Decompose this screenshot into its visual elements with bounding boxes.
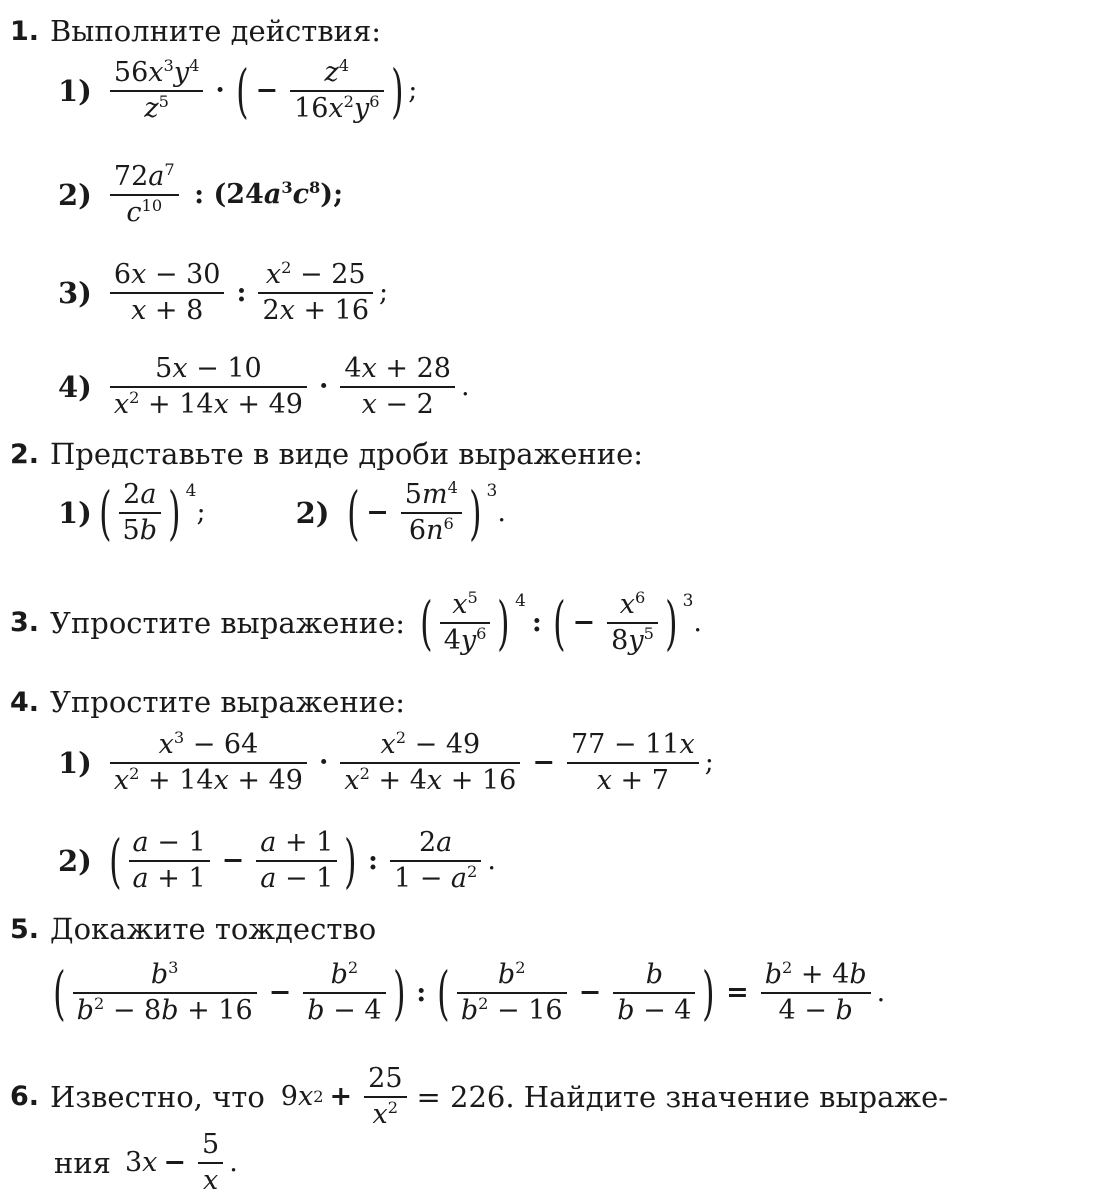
task6-row2 xyxy=(54,1128,238,1198)
task-heading: Упростите выражение: xyxy=(50,685,406,719)
task-number: 5. xyxy=(10,913,40,945)
task-number: 2. xyxy=(10,438,40,470)
math-expression: ( $\frac{2a}{5b}$ ) $^4$ ; xyxy=(99,478,206,547)
math-expression: $\frac{x^3 - 64}{x^2 + 14x + 49}$ · $\frac{x^2 - 49}{x^2 + 4x + 16}$ − $\frac{77 - 11x}{x + 7}$ ; xyxy=(104,728,714,798)
item-label: 2) xyxy=(295,495,330,530)
math-expression: ( $\frac{a - 1}{a + 1}$ − $\frac{a + 1}{a - 1}$ ) : $\frac{2a}{1 - a^2}$ . xyxy=(109,826,496,895)
item-label: 4) xyxy=(58,369,92,404)
math-expression: $\frac{72a^7}{c^{10}}$ : $(24a^3c^8)$; xyxy=(104,160,343,230)
task2-items xyxy=(58,478,506,548)
item-label: 1) xyxy=(58,73,92,108)
task3-row xyxy=(10,588,702,658)
math-expression: $\frac{56x^3y^4}{z^5}$ · ( − $\frac{z^4}{16x^2y^6}$ ) ; xyxy=(104,56,417,126)
task5-header xyxy=(10,912,376,946)
task-number: 6. xyxy=(10,1081,40,1113)
math-expression: ( − $\frac{5m^4}{6n^6}$ ) $^3$ . xyxy=(346,478,506,547)
task-text: = 226. Найдите значение выраже- xyxy=(416,1079,949,1114)
task-number: 4. xyxy=(10,686,40,718)
task-heading: Упростите выражение: xyxy=(50,605,406,640)
math-expression: $\frac{6x - 30}{x + 8}$ : $\frac{x^2 - 25}{2x + 16}$ ; xyxy=(104,258,388,328)
item-label: 3) xyxy=(58,275,92,310)
task-number: 1. xyxy=(10,15,40,47)
math-expression: 3 x − $\frac{5}{x}$ . xyxy=(124,1129,238,1196)
task-text: ния xyxy=(54,1145,111,1180)
math-expression: ( $\frac{x^5}{4y^6}$ ) $^4$ : ( − $\frac{x^6}{8y^5}$ ) $^3$ . xyxy=(420,588,702,657)
task1-item2 xyxy=(58,160,343,230)
item-label: 1) xyxy=(58,495,92,530)
math-expression: 9 x 2 + $\frac{25}{x^2}$ xyxy=(281,1062,413,1132)
item-label: 1) xyxy=(58,745,92,780)
task2-header xyxy=(10,437,643,471)
task1-header xyxy=(10,14,381,48)
task-heading: Докажите тождество xyxy=(50,912,377,946)
math-expression: ( $\frac{b^3}{b^2 - 8b + 16}$ − $\frac{b^2}{b - 4}$ ) : ( $\frac{b^2}{b^2 - 16}$ − $\frac{b}{b - 4}$ ) = $\frac{b^2 + 4b}{4 - b}$ . xyxy=(53,958,886,1027)
item-label: 2) xyxy=(58,843,92,878)
task-heading: Выполните действия: xyxy=(50,14,382,48)
task4-header xyxy=(10,685,405,719)
item-label: 2) xyxy=(58,177,92,212)
task1-item1 xyxy=(58,56,417,126)
task1-item3 xyxy=(58,258,388,328)
task6-row1 xyxy=(10,1062,948,1132)
task-number: 3. xyxy=(10,607,40,639)
task5-identity xyxy=(48,958,885,1028)
task1-item4 xyxy=(58,352,470,422)
math-expression: $\frac{5x - 10}{x^2 + 14x + 49}$ · $\frac{4x + 28}{x - 2}$ . xyxy=(104,352,470,422)
task4-item1 xyxy=(58,728,714,798)
task-heading: Представьте в виде дроби выражение: xyxy=(50,437,643,471)
task-heading: Известно, что xyxy=(50,1079,265,1114)
task4-item2 xyxy=(58,826,496,896)
